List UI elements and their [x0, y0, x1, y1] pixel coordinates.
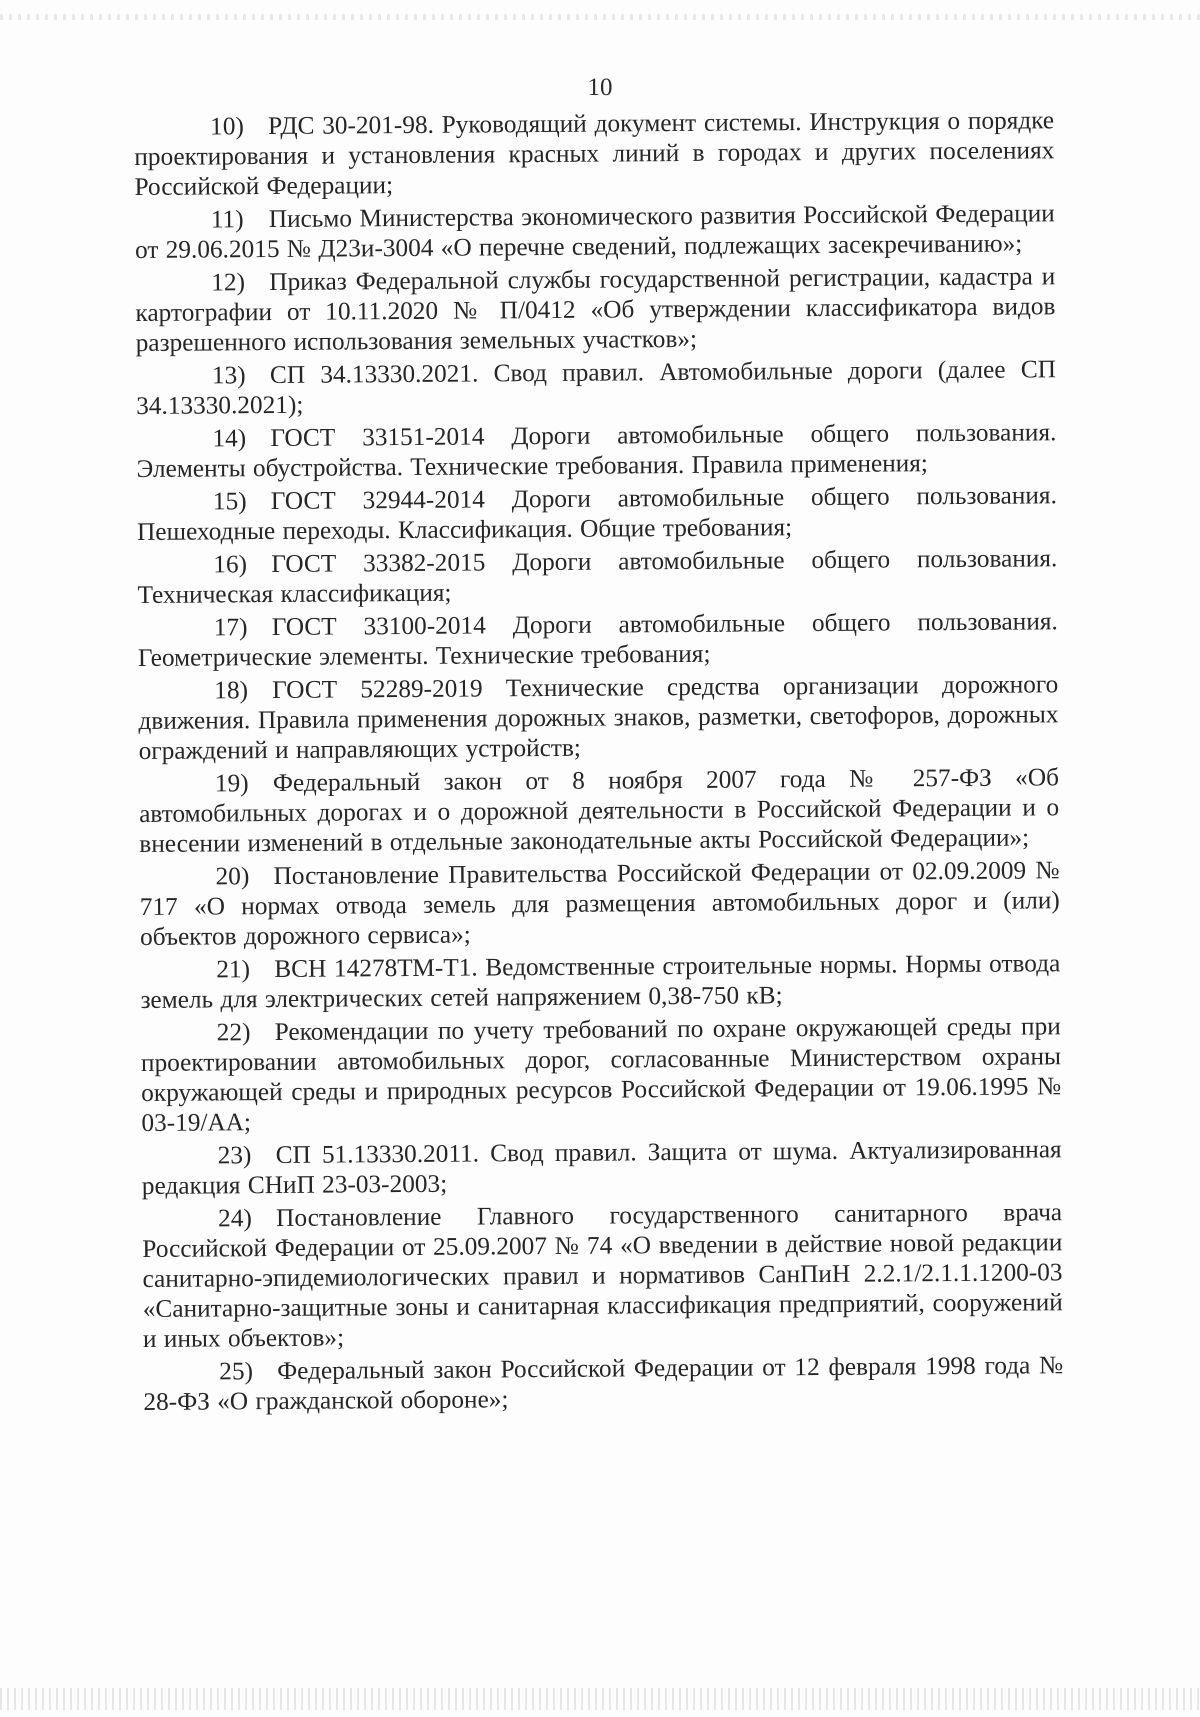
- reference-list: [134, 105, 1064, 1420]
- item-text: Рекомендации по учету требований по охране окружающей среды при проектировании автомобильных дорог, согласованные Министерством охраны окружающей среды и природных ресурсов Российской Федерации от 19.06.1995 № 03-19/АА;: [140, 1012, 1062, 1137]
- item-text: ГОСТ 33100-2014 Дороги автомобильные общего пользования. Геометрические элементы. Технические требования;: [137, 607, 1058, 672]
- item-number: 20): [215, 862, 250, 891]
- scan-edge-bottom: [0, 1688, 1200, 1710]
- item-text: Федеральный закон от 8 ноября 2007 года № 257-ФЗ «Об автомобильных дорогах и о дорожной деятельности в Российской Федерации и о внесении изменений в отдельные законодательные акты Российской Федерации»;: [139, 763, 1060, 858]
- item-number: 15): [212, 487, 247, 516]
- item-number: 11): [210, 205, 244, 234]
- list-item: [136, 354, 1056, 421]
- list-item: [141, 1011, 1062, 1138]
- item-text: ВСН 14278ТМ-Т1. Ведомственные строительные нормы. Нормы отвода земель для электрических сетей напряжением 0,38-750 кВ;: [140, 949, 1061, 1014]
- item-number: 13): [211, 361, 246, 390]
- list-item: [135, 198, 1055, 265]
- list-item: [138, 606, 1058, 673]
- list-item: [139, 762, 1060, 859]
- item-text: Постановление Правительства Российской Федерации от 02.09.2009 № 717 «О нормах отвода земель для размещения автомобильных дорог и (или) объектов дорожного сервиса»;: [139, 856, 1060, 951]
- item-number: 14): [212, 424, 247, 453]
- item-number: 24): [218, 1204, 252, 1233]
- item-text: Федеральный закон Российской Федерации от 12 февраля 1998 года № 28-ФЗ «О гражданской обороне»;: [143, 1351, 1064, 1416]
- page-number: 10: [587, 74, 613, 101]
- item-text: ГОСТ 33151-2014 Дороги автомобильные общего пользования. Элементы обустройства. Технические требования. Правила применения;: [136, 418, 1057, 483]
- item-text: СП 51.13330.2011. Свод правил. Защита от шума. Актуализированная редакция СНиП 23-03-2003;: [141, 1135, 1062, 1200]
- item-number: 21): [216, 955, 251, 984]
- list-item: [139, 855, 1060, 952]
- list-item: [142, 1134, 1062, 1201]
- list-item: [134, 105, 1055, 202]
- item-number: 18): [214, 676, 249, 705]
- item-number: 22): [216, 1018, 251, 1047]
- list-item: [137, 543, 1057, 610]
- item-text: РДС 30-201-98. Руководящий документ системы. Инструкция о порядке проектирования и установления красных линий в городах и других поселениях Российской Федерации;: [134, 106, 1055, 201]
- item-number: 19): [214, 769, 249, 798]
- list-item: [137, 480, 1057, 547]
- scan-edge-top: [0, 14, 1200, 20]
- item-text: Приказ Федеральной службы государственной регистрации, кадастра и картографии от 10.11.2020 № П/0412 «Об утверждении классификатора видов разрешенного использования земельных участков»;: [135, 262, 1056, 357]
- item-text: ГОСТ 32944-2014 Дороги автомобильные общего пользования. Пешеходные переходы. Классификация. Общие требования;: [136, 481, 1057, 546]
- item-number: 12): [211, 268, 246, 297]
- item-text: Письмо Министерства экономического развития Российской Федерации от 29.06.2015 № Д23и-3004 «О перечне сведений, подлежащих засекречиванию»;: [134, 199, 1055, 264]
- item-number: 25): [219, 1357, 254, 1386]
- list-item: [138, 669, 1059, 766]
- item-text: ГОСТ 33382-2015 Дороги автомобильные общего пользования. Техническая классификация;: [137, 544, 1058, 609]
- item-number: 23): [217, 1141, 252, 1170]
- list-item: [136, 417, 1056, 484]
- item-number: 10): [210, 112, 244, 141]
- item-text: СП 34.13330.2021. Свод правил. Автомобильные дороги (далее СП 34.13330.2021);: [136, 355, 1057, 420]
- item-text: Постановление Главного государственного санитарного врача Российской Федерации от 25.09.2007 № 74 «О введении в действие новой редакции санитарно-эпидемиологических правил и нормативов СанПиН 2.2.1/2.1.1.1200-03 «Санитарно-защитные зоны и санитарная классификация предприятий, сооружений и иных объектов»;: [142, 1198, 1063, 1353]
- list-item: [143, 1350, 1063, 1417]
- item-number: 16): [213, 550, 248, 579]
- list-item: [142, 1197, 1063, 1354]
- list-item: [135, 261, 1056, 358]
- list-item: [140, 948, 1060, 1015]
- item-number: 17): [213, 613, 248, 642]
- item-text: ГОСТ 52289-2019 Технические средства организации дорожного движения. Правила применения дорожных знаков, разметки, светофоров, дорожных ограждений и направляющих устройств;: [138, 670, 1059, 765]
